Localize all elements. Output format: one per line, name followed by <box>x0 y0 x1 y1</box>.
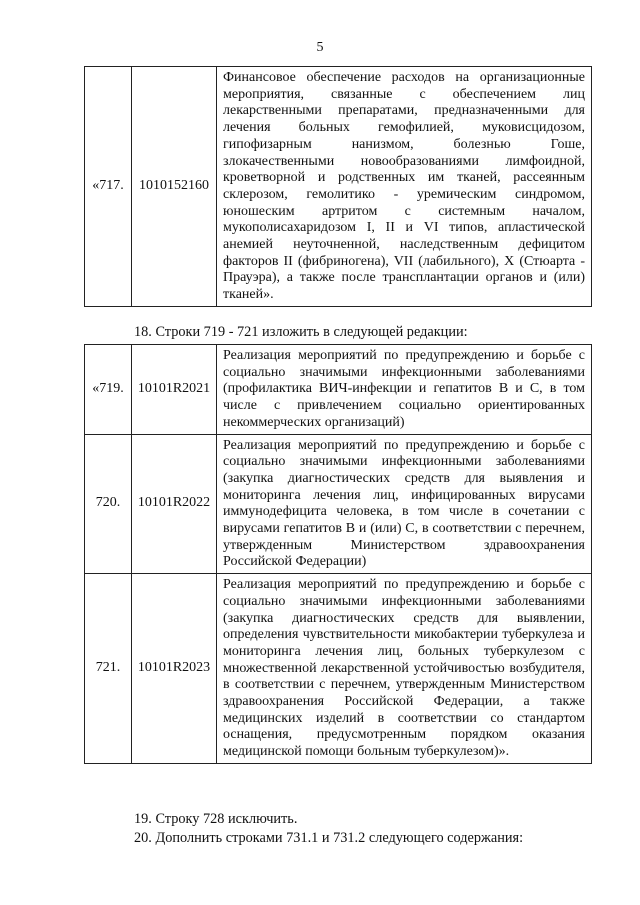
amendment-item-18: 18. Строки 719 - 721 изложить в следующей редакции: <box>134 324 468 340</box>
budget-table-rows-719-721 <box>84 344 592 764</box>
table-row <box>85 574 592 764</box>
row-number: «717. <box>85 67 132 307</box>
row-number: 720. <box>85 434 132 574</box>
table-row <box>85 67 592 307</box>
amendment-item-20: 20. Дополнить строками 731.1 и 731.2 следующего содержания: <box>134 830 524 846</box>
table-row <box>85 345 592 435</box>
budget-code: 10101R2022 <box>132 434 217 574</box>
amendment-item-19: 19. Строку 728 исключить. <box>134 811 298 827</box>
row-description: Реализация мероприятий по предупреждению и борьбе с социально значимыми инфекционными заболеваниями (профилактика ВИЧ-инфекции и гепатитов B и C, в том числе с привлечением социально ориентированных некоммерческих организаций) <box>217 345 592 435</box>
row-description: Реализация мероприятий по предупреждению и борьбе с социально значимыми инфекционными заболеваниями (закупка диагностических средств для выявлении, определения чувствительности микобактерии туберкулеза и мониторинга лечения лиц, больных туберкулезом с множественной лекарственной устойчивостью возбудителя, в соответствии с перечнем, утвержденным Министерством здравоохранения Российской Федерации, а также медицинских изделий в соответствии со стандартом оснащения, предусмотренным порядком оказания медицинской помощи больным туберкулезом)». <box>217 574 592 764</box>
budget-table-row-717 <box>84 66 592 307</box>
page-number: 5 <box>316 40 324 55</box>
budget-code: 10101R2023 <box>132 574 217 764</box>
budget-code: 10101R2021 <box>132 345 217 435</box>
budget-code: 1010152160 <box>132 67 217 307</box>
row-number: 721. <box>85 574 132 764</box>
row-number: «719. <box>85 345 132 435</box>
row-description: Реализация мероприятий по предупреждению и борьбе с социально значимыми инфекционными заболеваниями (закупка диагностических средств для выявления и мониторинга лечения лиц, инфицированных вирусами иммунодефицита человека, в том числе в сочетании с вирусами гепатитов B и (или) C, в соответствии с перечнем, утвержденным Министерством здравоохранения Российской Федерации) <box>217 434 592 574</box>
table-row <box>85 434 592 574</box>
row-description: Финансовое обеспечение расходов на организационные мероприятия, связанные с обеспечением лиц лекарственными препаратами, предназначенными для лечения больных гемофилией, муковисцидозом, гипофизарным нанизмом, болезнью Гоше, злокачественными новообразованиями лимфоидной, кроветворной и родственных им тканей, рассеянным склерозом, гемолитико - уремическим синдромом, юношеским артритом с системным началом, мукополисахаридозом I, II и VI типов, апластической анемией неуточненной, наследственным дефицитом факторов II (фибриногена), VII (лабильного), X (Стюарта - Прауэра), а также после трансплантации органов и (или) тканей». <box>217 67 592 307</box>
